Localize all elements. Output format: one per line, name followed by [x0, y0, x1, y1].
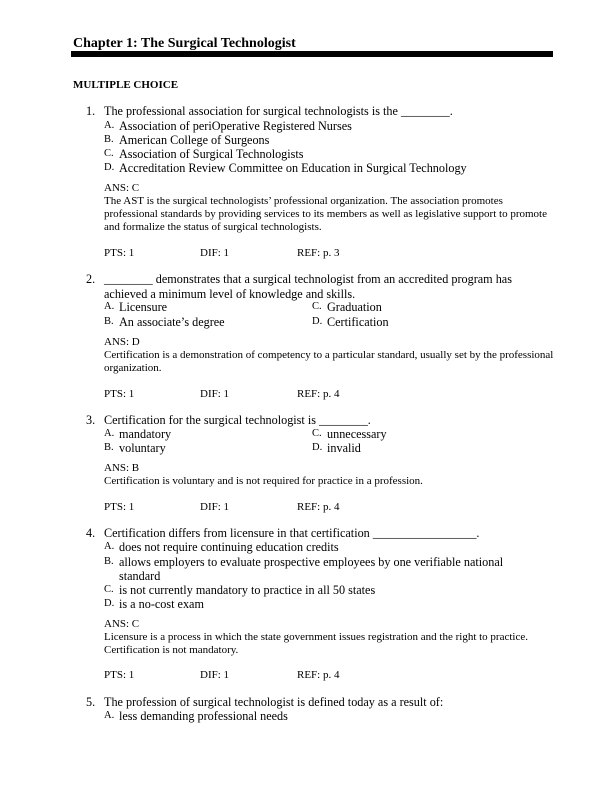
option-letter: C.: [104, 148, 114, 159]
option-letter: B.: [104, 316, 114, 327]
reference: REF: p. 3: [297, 247, 340, 259]
option-text: is a no-cost exam: [119, 597, 204, 611]
question-number: 1.: [86, 104, 96, 118]
question-stem: Certification for the surgical technologist is ________.: [104, 413, 371, 427]
option-text: unnecessary: [327, 427, 387, 441]
points: PTS: 1: [104, 501, 135, 513]
points: PTS: 1: [104, 669, 135, 681]
option-text: Association of periOperative Registered Nurses: [119, 119, 352, 133]
option-text: voluntary: [119, 441, 166, 455]
title-rule: [71, 51, 553, 57]
question-number: 2.: [86, 272, 96, 286]
question-stem: The professional association for surgical technologists is the ________.: [104, 104, 453, 118]
chapter-title: Chapter 1: The Surgical Technologist: [73, 36, 296, 51]
difficulty: DIF: 1: [200, 388, 230, 400]
rationale: Licensure is a process in which the state government issues registration and the right to practice. Certification is not mandatory.: [104, 631, 528, 656]
section-heading: MULTIPLE CHOICE: [73, 79, 179, 91]
answer-key: ANS: C: [104, 182, 140, 194]
option-text: does not require continuing education credits: [119, 540, 339, 554]
question-number: 3.: [86, 413, 96, 427]
option-text: Graduation: [327, 300, 382, 314]
answer-key: ANS: C: [104, 618, 140, 630]
option-text: Licensure: [119, 300, 168, 314]
option-text: allows employers to evaluate prospective employees by one verifiable national standard: [119, 555, 504, 583]
option-text: Certification: [327, 315, 389, 329]
reference: REF: p. 4: [297, 501, 340, 513]
option-letter: A.: [104, 120, 115, 131]
question-number: 4.: [86, 526, 96, 540]
option-letter: A.: [104, 428, 115, 439]
option-letter: D.: [104, 162, 115, 173]
option-letter: C.: [312, 428, 322, 439]
points: PTS: 1: [104, 247, 135, 259]
question-number: 5.: [86, 695, 96, 709]
option-text: American College of Surgeons: [119, 133, 270, 147]
option-letter: D.: [312, 316, 323, 327]
option-letter: D.: [104, 598, 115, 609]
reference: REF: p. 4: [297, 669, 340, 681]
rationale: Certification is a demonstration of competency to a particular standard, usually set by the professional organization.: [104, 349, 554, 374]
option-text: is not currently mandatory to practice in all 50 states: [119, 583, 376, 597]
option-letter: A.: [104, 301, 115, 312]
option-text: less demanding professional needs: [119, 709, 288, 723]
question-stem: ________ demonstrates that a surgical technologist from an accredited program has achieved a minimum level of knowledge and skills.: [104, 272, 512, 301]
option-text: mandatory: [119, 427, 172, 441]
rationale: Certification is voluntary and is not required for practice in a profession.: [104, 475, 423, 487]
option-text: Accreditation Review Committee on Education in Surgical Technology: [119, 161, 467, 175]
option-letter: C.: [104, 584, 114, 595]
option-letter: B.: [104, 442, 114, 453]
points: PTS: 1: [104, 388, 135, 400]
difficulty: DIF: 1: [200, 501, 230, 513]
question-stem: The profession of surgical technologist is defined today as a result of:: [104, 695, 444, 709]
option-text: invalid: [327, 441, 361, 455]
answer-key: ANS: D: [104, 336, 140, 348]
option-letter: A.: [104, 710, 115, 721]
difficulty: DIF: 1: [200, 669, 230, 681]
answer-key: ANS: B: [104, 462, 140, 474]
option-letter: D.: [312, 442, 323, 453]
rationale: The AST is the surgical technologists’ professional organization. The association promotes professional standards by providing services to its members as well as legislative support to promote and formalize the status of surgical technologists.: [104, 195, 547, 233]
option-letter: C.: [312, 301, 322, 312]
option-text: An associate’s degree: [119, 315, 225, 329]
difficulty: DIF: 1: [200, 247, 230, 259]
option-letter: B.: [104, 556, 114, 567]
reference: REF: p. 4: [297, 388, 340, 400]
option-text: Association of Surgical Technologists: [119, 147, 304, 161]
option-letter: A.: [104, 541, 115, 552]
option-letter: B.: [104, 134, 114, 145]
question-stem: Certification differs from licensure in that certification _________________.: [104, 526, 480, 540]
